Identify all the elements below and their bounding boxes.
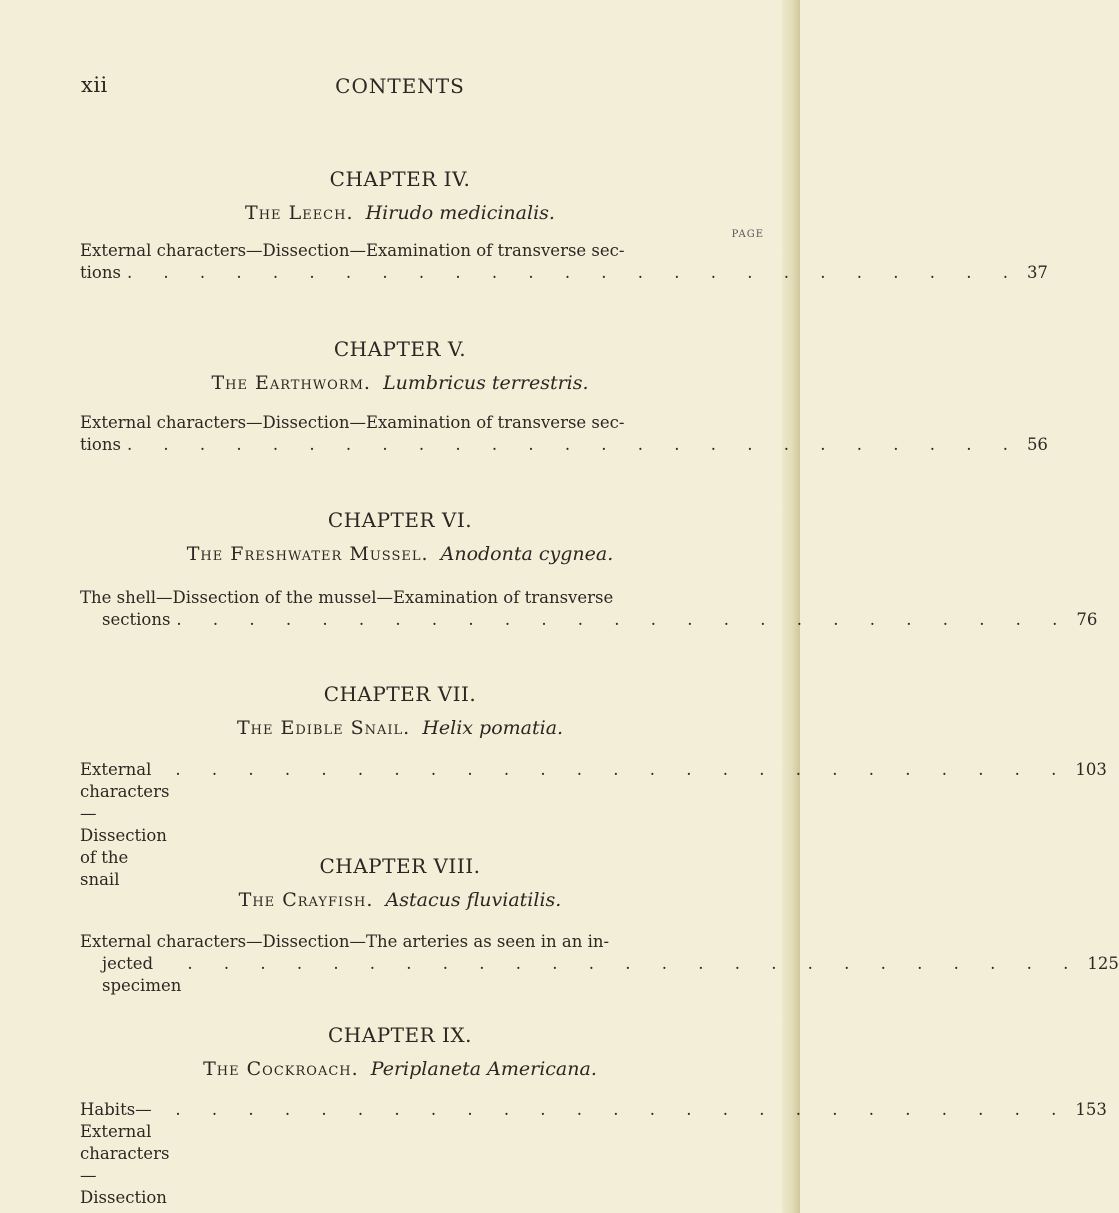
chapter-heading: CHAPTER VIII. xyxy=(319,854,481,878)
entry-page: 37 xyxy=(1026,263,1048,282)
dot-leaders: . . . . . . . . . . . . . . . . . . . . . . . . . xyxy=(126,435,1021,454)
entry-last-line xyxy=(80,953,1119,997)
dot-leaders: . . . . . . . . . . . . . . . . . . . . . . . . . xyxy=(187,954,1082,973)
entry-text: External characters—Dissection—Examination of transverse sec- xyxy=(80,241,625,260)
subject-name: The Leech. xyxy=(245,202,354,224)
chapter-subject xyxy=(0,717,800,739)
entry-text: External characters—Dissection—The arteries as seen in an in- xyxy=(80,932,610,951)
dot-leaders: . . . . . . . . . . . . . . . . . . . . . . . . . xyxy=(175,1100,1070,1119)
entry-last-line xyxy=(80,1099,1107,1209)
entry-page: 125 xyxy=(1087,954,1119,973)
entry-text: The shell—Dissection of the mussel—Examination of transverse xyxy=(80,588,614,607)
entry-page: 56 xyxy=(1026,435,1048,454)
entry-page: 103 xyxy=(1075,760,1107,779)
latin-name: Anodonta cygnea. xyxy=(440,543,614,565)
running-title: CONTENTS xyxy=(335,74,465,98)
latin-name: Hirudo medicinalis. xyxy=(365,202,555,224)
chapter-heading: CHAPTER VII. xyxy=(323,682,477,706)
latin-name: Periplaneta Americana. xyxy=(370,1058,597,1080)
dot-leaders: . . . . . . . . . . . . . . . . . . . . . . . . . xyxy=(176,610,1071,629)
subject-name: The Freshwater Mussel. xyxy=(186,543,429,565)
chapter-heading: CHAPTER VI. xyxy=(327,508,473,532)
contents-entry xyxy=(80,1099,1107,1209)
entry-page: 76 xyxy=(1076,610,1098,629)
contents-entry xyxy=(80,412,1048,456)
chapter-subject xyxy=(0,1058,800,1080)
latin-name: Astacus fluviatilis. xyxy=(385,889,562,911)
contents-entry xyxy=(80,240,1048,284)
entry-text: Habits—External characters—Dissection xyxy=(80,1100,170,1207)
chapter-subject xyxy=(0,889,800,911)
chapter-subject xyxy=(0,372,800,394)
subject-name: The Earthworm. xyxy=(211,372,371,394)
dot-leaders: . . . . . . . . . . . . . . . . . . . . . . . . . xyxy=(175,760,1070,779)
chapter-heading: CHAPTER V. xyxy=(333,337,467,361)
chapter-subject xyxy=(0,543,800,565)
entry-text-cont: tions xyxy=(80,435,121,454)
entry-text: External characters—Dissection of the snail xyxy=(80,760,170,889)
contents-entry xyxy=(80,587,1098,631)
page-column-label: PAGE xyxy=(731,229,764,240)
chapter-heading: CHAPTER IV. xyxy=(329,167,471,191)
dot-leaders: . . . . . . . . . . . . . . . . . . . . . . . . . xyxy=(126,263,1021,282)
entry-page: 153 xyxy=(1075,1100,1107,1119)
entry-text-cont: tions xyxy=(80,263,121,282)
entry-text-cont: jected specimen xyxy=(102,954,182,995)
entry-text: External characters—Dissection—Examination of transverse sec- xyxy=(80,413,625,432)
entry-text-cont: sections xyxy=(102,610,171,629)
latin-name: Lumbricus terrestris. xyxy=(383,372,589,394)
subject-name: The Cockroach. xyxy=(203,1058,359,1080)
entry-last-line xyxy=(80,262,1048,284)
entry-last-line xyxy=(80,434,1048,456)
entry-last-line xyxy=(80,609,1098,631)
latin-name: Helix pomatia. xyxy=(422,717,564,739)
contents-entry xyxy=(80,931,1119,997)
chapter-heading: CHAPTER IX. xyxy=(328,1023,472,1047)
subject-name: The Crayfish. xyxy=(238,889,374,911)
chapter-subject xyxy=(0,202,800,224)
subject-name: The Edible Snail. xyxy=(236,717,411,739)
page-number: xii xyxy=(81,73,108,97)
